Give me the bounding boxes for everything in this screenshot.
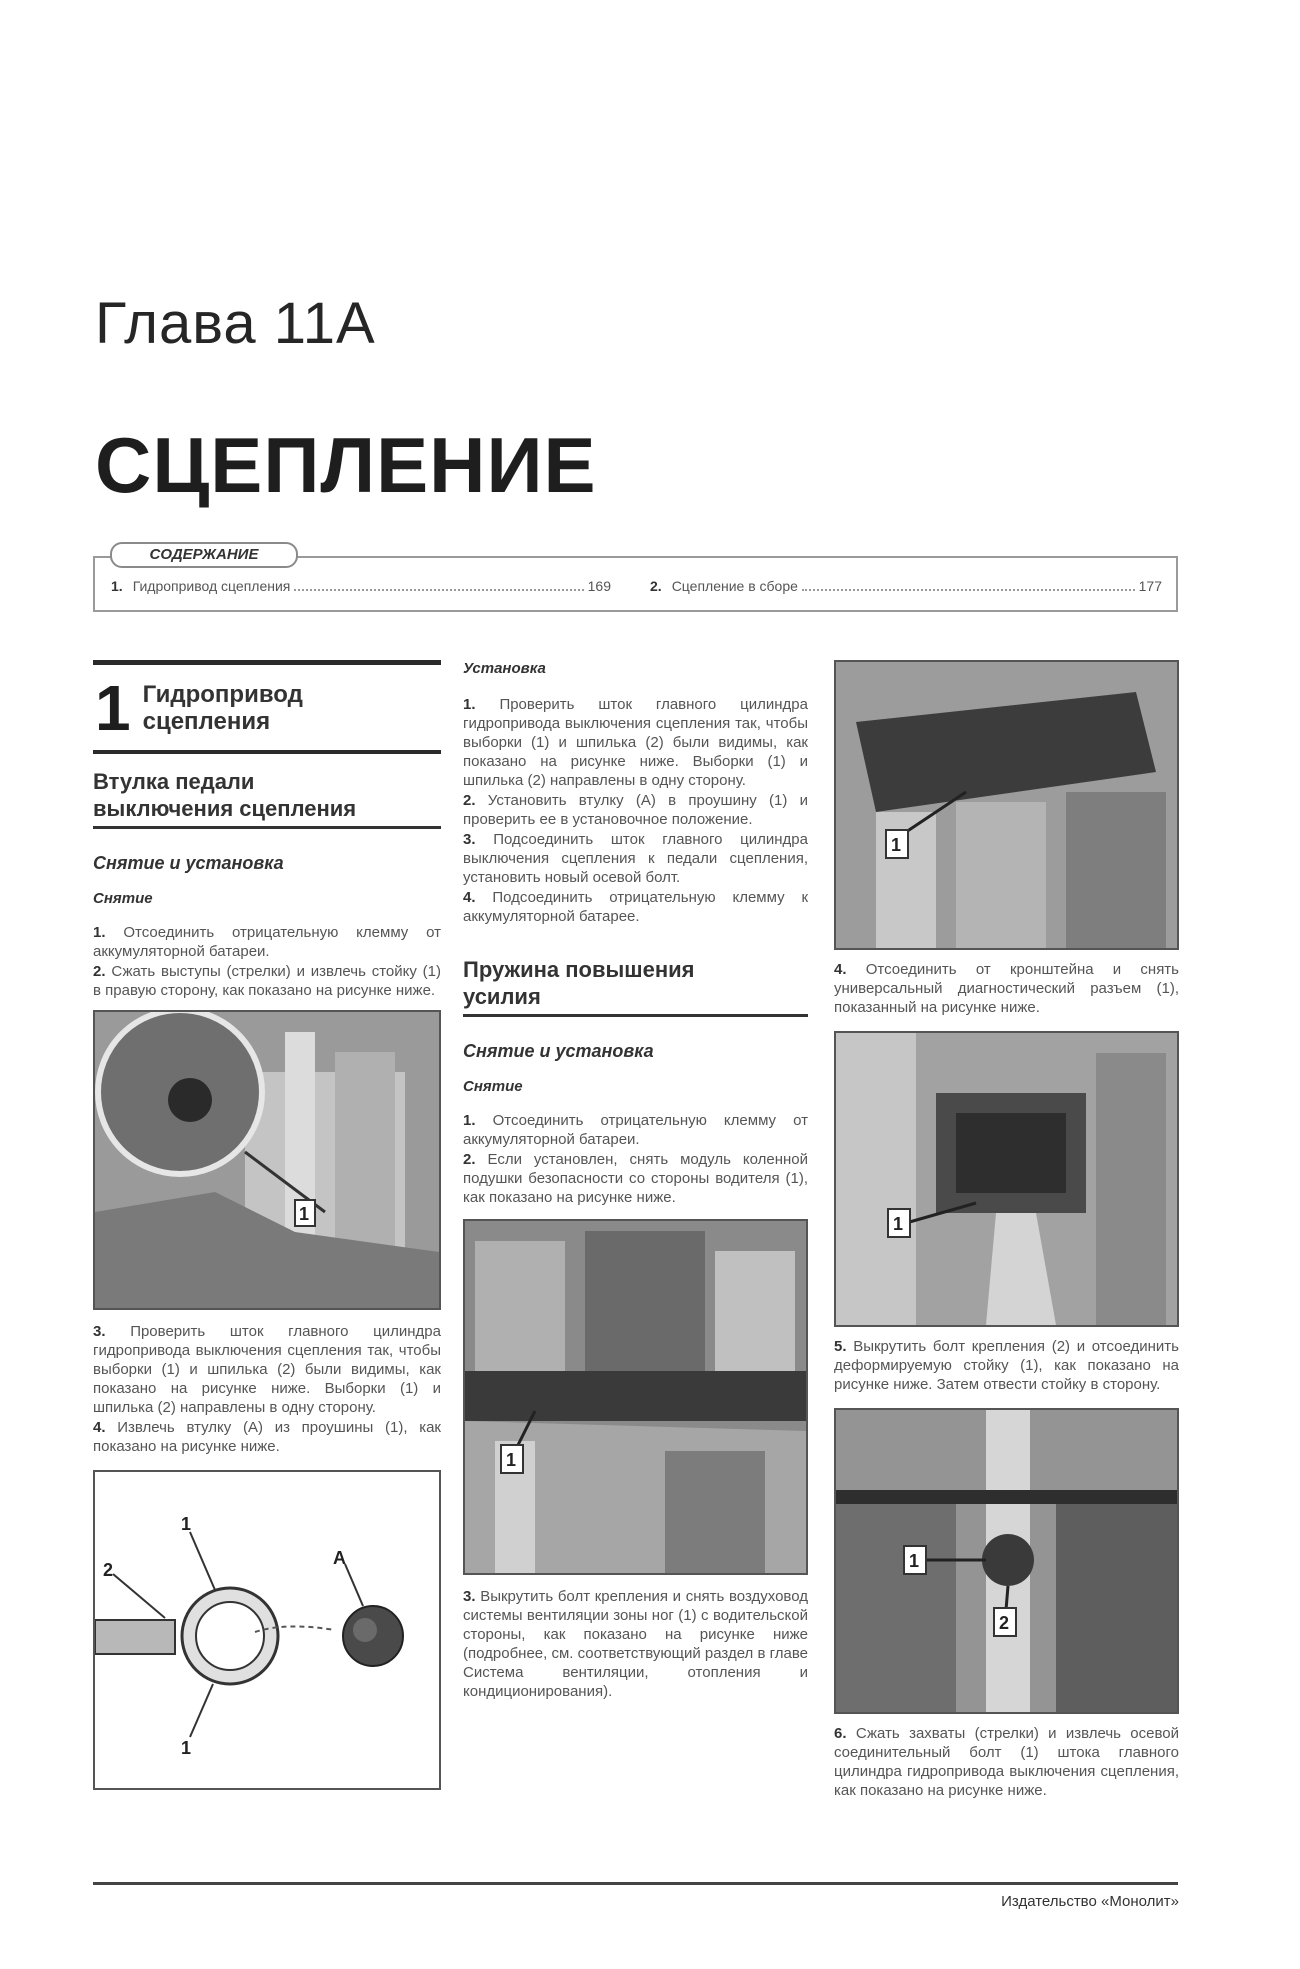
section-title-line: сцепления xyxy=(142,707,271,735)
subsection-title-line: выключения сцепления xyxy=(93,796,357,821)
step-text: Подсоединить шток главного цилиндра выключения сцепления к педали сцепления, установить новый осевой болт. xyxy=(463,831,808,886)
procedure-heading: Снятие и установка xyxy=(93,853,284,873)
publisher-footer: Издательство «Монолит» xyxy=(1001,1893,1179,1910)
step-paragraph xyxy=(463,1587,808,1701)
step-paragraph xyxy=(463,888,808,926)
callout-label: 1 xyxy=(299,1204,310,1224)
section-number: 1 xyxy=(95,671,131,744)
callout-label: 1 xyxy=(893,1214,904,1234)
photo-illustration xyxy=(836,1410,1177,1712)
photo-illustration xyxy=(95,1012,439,1308)
subsection-title xyxy=(93,768,441,829)
step-paragraph xyxy=(463,791,808,829)
toc-item-number: 2. xyxy=(650,578,662,594)
toc-item-page: 177 xyxy=(1138,578,1162,594)
step-paragraph xyxy=(834,1724,1179,1800)
step-text: Отсоединить от кронштейна и снять универсальный диагностический разъем (1), показанный на рисунке ниже. xyxy=(834,961,1179,1016)
column-right xyxy=(834,660,1179,1801)
subsection-title xyxy=(463,956,808,1017)
step-text: Выкрутить болт крепления и снять воздуховод системы вентиляции зоны ног (1) с водительской стороны, как показано на рисунке ниже (подробнее, см. соответствующий раздел в главе Система вентиляции, отопления и кондиционирования). xyxy=(463,1588,808,1700)
step-text: Выкрутить болт крепления (2) и отсоединить деформируемую стойку (1), как показано на рисунке ниже. Затем отвести стойку в сторону. xyxy=(834,1338,1179,1393)
step-paragraph xyxy=(834,960,1179,1017)
diagram-bushing xyxy=(93,1470,441,1790)
step-text: Проверить шток главного цилиндра гидропривода выключения сцепления так, чтобы выборки (1) и шпилька (2) были видимы, как показано на рисунке ниже. Выборки (1) и шпилька (2) направлены в одну сторону. xyxy=(93,1323,441,1416)
toc-label: СОДЕРЖАНИЕ xyxy=(110,542,298,568)
callout-label: 1 xyxy=(909,1551,920,1571)
step-number: 4. xyxy=(93,1419,106,1436)
step-number: 6. xyxy=(834,1725,847,1742)
diagram-illustration xyxy=(95,1472,439,1788)
step-text: Отсоединить отрицательную клемму от аккумуляторной батареи. xyxy=(93,924,441,960)
step-paragraph xyxy=(463,1150,808,1207)
toc-item-text: Гидропривод сцепления xyxy=(132,578,291,594)
toc-item-page: 169 xyxy=(587,578,611,594)
photo-pedal-stand xyxy=(93,1010,441,1310)
step-number: 2. xyxy=(93,963,106,980)
photo-diagnostic-connector xyxy=(834,660,1179,950)
step-paragraph xyxy=(93,1418,441,1456)
step-paragraph xyxy=(463,1111,808,1149)
step-paragraph xyxy=(463,830,808,887)
section-title xyxy=(143,681,303,735)
photo-illustration xyxy=(836,1033,1177,1325)
toc-item[interactable] xyxy=(650,578,1162,594)
page-title: СЦЕПЛЕНИЕ xyxy=(95,421,597,509)
photo-air-duct xyxy=(463,1219,808,1575)
toc-item[interactable] xyxy=(111,578,611,594)
footer-rule xyxy=(93,1882,1178,1885)
toc-dots xyxy=(802,589,1135,591)
photo-master-cylinder-bolt xyxy=(834,1408,1179,1714)
toc-dots xyxy=(294,589,583,591)
step-number: 1. xyxy=(463,696,476,713)
step-text: Если установлен, снять модуль коленной подушки безопасности со стороны водителя (1), как показано на рисунке ниже. xyxy=(463,1151,809,1206)
photo-deformable-strut xyxy=(834,1031,1179,1327)
step-text: Отсоединить отрицательную клемму от аккумуляторной батареи. xyxy=(463,1112,808,1148)
subsection-title-line: усилия xyxy=(463,984,541,1009)
subsection-title-line: Пружина повышения xyxy=(463,957,695,982)
step-paragraph xyxy=(93,1322,441,1417)
callout-label: 1 xyxy=(506,1450,517,1470)
step-number: 3. xyxy=(463,1588,476,1605)
procedure-heading: Снятие и установка xyxy=(463,1041,654,1061)
step-number: 3. xyxy=(463,831,476,848)
chapter-heading: Глава 11А xyxy=(95,291,376,356)
step-paragraph xyxy=(93,923,441,961)
step-paragraph xyxy=(463,695,808,790)
step-number: 2. xyxy=(463,792,476,809)
toc-item-text: Сцепление в сборе xyxy=(671,578,798,594)
step-text: Сжать выступы (стрелки) и извлечь стойку (1) в правую сторону, как показано на рисунке ниже. xyxy=(93,963,441,999)
step-number: 4. xyxy=(834,961,847,978)
step-text: Проверить шток главного цилиндра гидропривода выключения сцепления так, чтобы выборки (1) и шпилька (2) были видимы, как показано на рисунке ниже. Выборки (1) и шпилька (2) направлены в одну сторону. xyxy=(463,696,808,789)
step-text: Установить втулку (А) в проушину (1) и проверить ее в установочное положение. xyxy=(463,792,809,828)
callout-label: 1 xyxy=(181,1738,192,1758)
step-text: Извлечь втулку (А) из проушины (1), как показано на рисунке ниже. xyxy=(93,1419,441,1455)
step-group-heading: Снятие xyxy=(463,1078,523,1095)
column-middle xyxy=(463,660,808,1702)
subsection-title-line: Втулка педали xyxy=(93,769,255,794)
callout-label: 1 xyxy=(891,835,902,855)
step-paragraph xyxy=(93,962,441,1000)
table-of-contents xyxy=(93,546,1178,612)
step-group-heading: Установка xyxy=(463,660,546,677)
section-heading xyxy=(93,660,441,754)
step-text: Сжать захваты (стрелки) и извлечь осевой соединительный болт (1) штока главного цилиндра гидропривода выключения сцепления, как показано на рисунке ниже. xyxy=(834,1725,1179,1799)
callout-label: 2 xyxy=(999,1613,1010,1633)
step-number: 3. xyxy=(93,1323,106,1340)
step-group-heading: Снятие xyxy=(93,890,153,907)
toc-item-number: 1. xyxy=(111,578,123,594)
step-number: 1. xyxy=(463,1112,476,1129)
photo-illustration xyxy=(836,662,1177,948)
section-title-line: Гидропривод xyxy=(142,680,303,708)
column-left xyxy=(93,660,441,1790)
step-text: Подсоединить отрицательную клемму к аккумуляторной батарее. xyxy=(463,889,809,925)
step-paragraph xyxy=(834,1337,1179,1394)
step-number: 1. xyxy=(93,924,106,941)
callout-label: A xyxy=(333,1548,346,1568)
step-number: 2. xyxy=(463,1151,476,1168)
callout-label: 2 xyxy=(103,1560,114,1580)
photo-illustration xyxy=(465,1221,806,1573)
callout-label: 1 xyxy=(181,1514,192,1534)
step-number: 5. xyxy=(834,1338,847,1355)
step-number: 4. xyxy=(463,889,476,906)
